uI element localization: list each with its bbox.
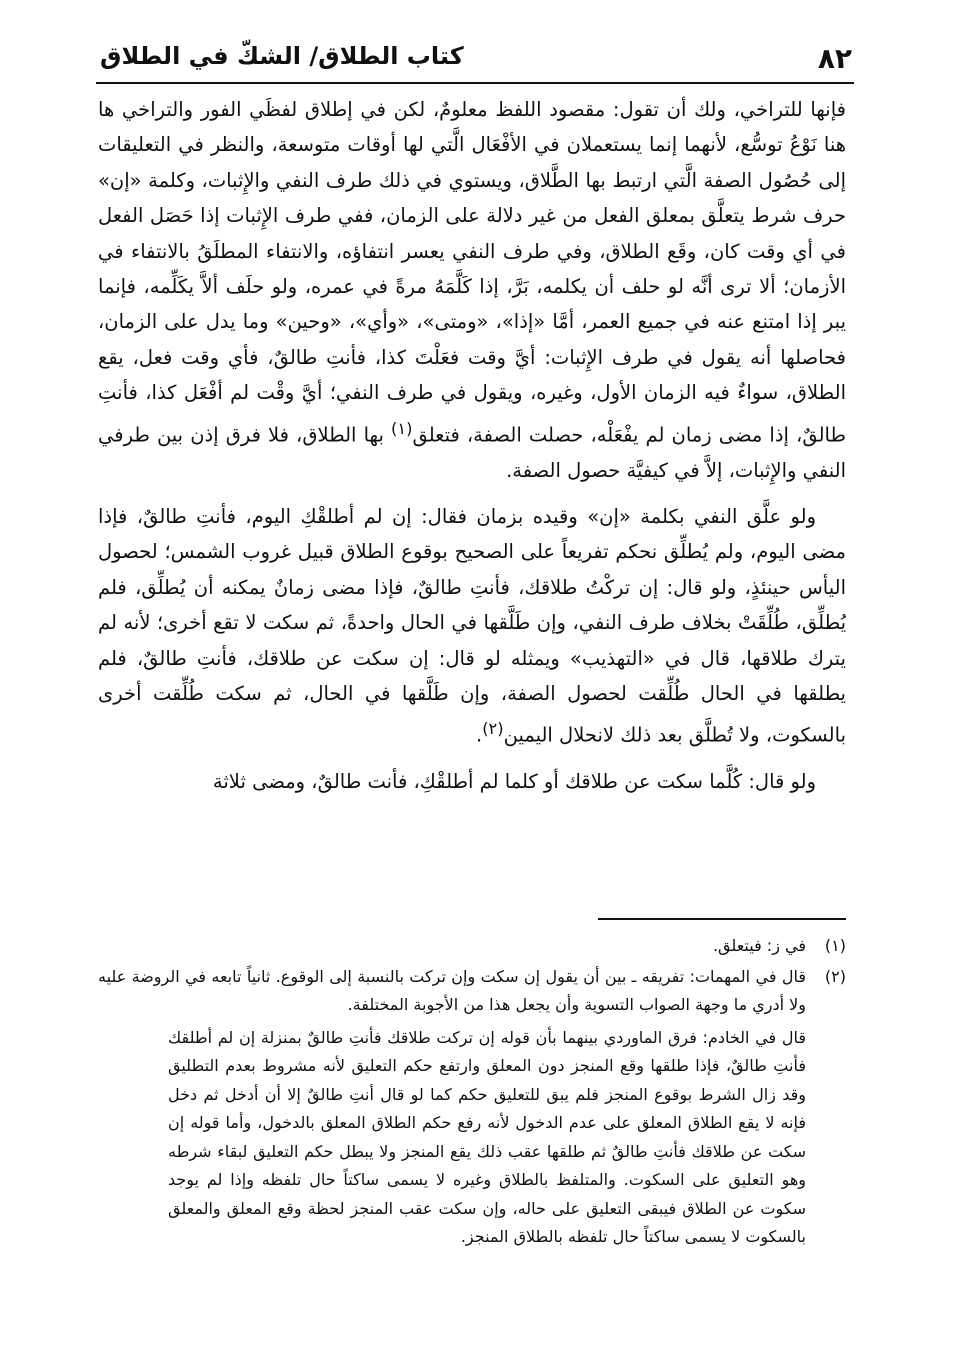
footnote-separator — [598, 918, 846, 920]
header-rule — [96, 82, 854, 84]
footnote-reference: (١) — [391, 418, 413, 438]
main-text — [98, 92, 846, 800]
footnote-number: (١) — [824, 936, 846, 955]
paragraph — [98, 764, 846, 799]
running-title: كتاب الطلاق/ الشكّ في الطلاق — [100, 42, 464, 70]
paragraph-text: . — [475, 723, 483, 747]
paragraph — [98, 499, 846, 753]
footnotes — [98, 932, 846, 1252]
paragraph-text: فإنها للتراخي، ولك أن تقول: مقصود اللفظ معلومٌ، لكن في إطلاق لفظَي الفور والتراخي ها هنا نَوْعُ توسُّع، لأنهما إنما يستعملان في الأفْعَال الَّتي لها أوقات متوسعة، والنظر في التعليقات إلى حُصُول الصفة الَّتي ارتبط بها الطَّلاق، ويستوي في ذلك طرف النفي والإِثبات، وكلمة «إن» حرف شرط يتعلَّق بمعلق الفعل من غير دلالة على الزمان، ففي طرف الإِثبات إذا حَصَل الفعل في أي وقت كان، وقَع الطلاق، وفي طرف النفي يعسر انتفاؤه، والانتفاء المطلَقُ بالانتفاء في الأزمان؛ ألا ترى أنَّه لو حلف أن يكلمه، بَرَّ، إذا كَلَّمَهُ مرةً في عمره، ولو حلَف ألاَّ يكَلِّمه، فإنما يبر إذا امتنع عنه في جميع العمر، أمَّا «إذا»، «ومتى»، «وأي»، «وحين» وما يدل على الزمان، فحاصلها أنه يقول في طرف الإِثبات: أيَّ وقت فعَلْتَ كذا، فأنتِ طالقٌ، فأي وقت فعل، يقع الطلاق، سواءٌ فيه الزمان الأول، وغيره، ويقول في طرف النفي؛ أيَّ وقْت لم أفْعَل كذا، فأنتِ طالقٌ، إذا مضى زمان لم يفْعَلْه، حصلت الصفة، فتعلق — [98, 98, 847, 447]
footnote-reference: (٢) — [482, 719, 504, 739]
page-number: ٨٢ — [817, 42, 852, 75]
paragraph — [98, 92, 846, 488]
footnote-number: (٢) — [824, 966, 846, 986]
page-header — [96, 38, 852, 82]
paragraph-text: ولو علَّق النفي بكلمة «إن» وقيده بزمان فقال: إن لم أطلقْكِ اليوم، فأنتِ طالقٌ، فإذا مضى اليوم، ولم يُطلِّق نحكم تفريعاً على الصحيح بوقوع الطلاق قبيل غروب الشمس؛ لحصول اليأس حينئذٍ، ولو قال: إن تركْتُ طلاقك، فأنتِ طالقٌ، فإذا مضى زمانٌ يمكنه أن يُطلِّق، فلم يُطلِّق، طُلِّقَتْ بخلاف طرف النفي، وإن طَلَّقها في الحال واحدةً، ثم سكت لا تقع أخرى؛ لأنه لم يترك طلاقها، قال في «التهذيب» ويمثله لو قال: إن سكت عن طلاقك، فأنتِ طالقٌ، فلم يطلقها في الحال طُلِّقت لحصول الصفة، وإن طَلَّقها في الحال، ثم سكت طُلِّقت أخرى بالسكوت، ولا تُطلَّق بعد ذلك لانحلال اليمين — [98, 504, 846, 747]
footnote — [98, 932, 846, 961]
footnote — [98, 963, 846, 1020]
footnote-text: قال في المهمات: تفريقه ـ بين أن يقول إن سكت وإن تركت بالنسبة إلى الوقوع. ثانياً تابعه في الروضة عليه ولا أدري ما وجهة الصواب التسوية وأن يجعل هذا من الأجوبة المختلفة. — [98, 966, 806, 1014]
footnote-text: في ز: فيتعلق. — [712, 936, 806, 955]
paragraph-text: ولو قال: كُلَّما سكت عن طلاقك أو كلما لم أطلقْكِ، فأنت طالقٌ، ومضى ثلاثة — [212, 770, 816, 794]
paragraph-text: بها الطلاق، فلا فرق إذن بين طرفي النفي والإِثبات، إلاَّ في كيفيَّة حصول الصفة. — [98, 423, 846, 482]
footnote-continuation: قال في الخادم: فرق الماوردي بينهما بأن قوله إن تركت طلاقك فأنتِ طالقٌ بمنزلة إن لم أطلقك فأنتِ طالقٌ، فإذا طلقها وقع المنجز دون المعلق وارتفع حكم التعليق لأنه مشروط بعدم التطليق وقد زال الشرط بوقوع المنجز فلم يبق للتعليق حكم كما لو قال أنتِ طالقٌ إلا أن أدخل ثم دخل فإنه لا يقع الطلاق المعلق على عدم الدخول لأنه رفع حكم الطلاق المعلق بالدخول، وأما قوله إن سكت عن طلاقك فأنتِ طالقٌ ثم طلقها عقب ذلك يقع المنجز ولا يبطل حكم التعليق لبقاء شرطه وهو التعليق على السكوت. والمتلفظ بالطلاق وغيره لا يسمى ساكتاً حال تلفظه وإذا لم يوجد سكوت عن الطلاق فيبقى التعليق على حاله، وإن سكت عقب المنجز لحظة وقع المعلق والمعلق بالسكوت لا يسمى ساكتاً حال تلفظه بالطلاق المنجز. — [168, 1027, 806, 1246]
